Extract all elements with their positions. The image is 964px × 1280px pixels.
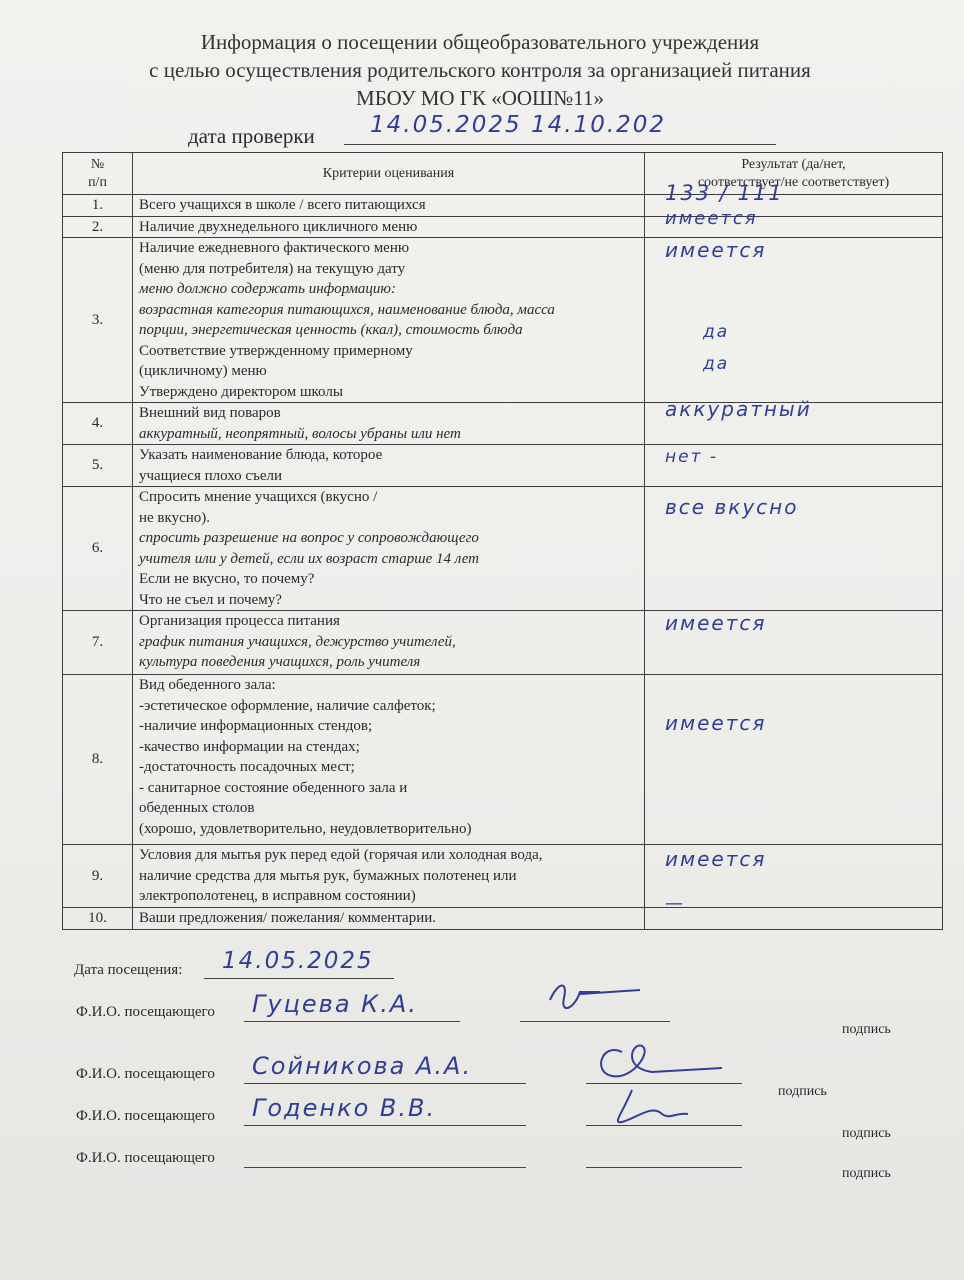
date-check-handwritten: 14.05.2025 14.10.202 — [370, 112, 667, 138]
document-title-line-1: Информация о посещении общеобразовательного учреждения — [200, 30, 760, 54]
signature-scribble — [540, 980, 690, 1030]
result-cell — [645, 611, 943, 675]
criterion-line: Утверждено директором школы — [139, 383, 343, 400]
handwritten-answer: да — [703, 354, 730, 374]
handwritten-answer: — — [665, 892, 685, 914]
criterion-line: Наличие двухнедельного цикличного меню — [139, 218, 418, 235]
criterion-cell — [133, 238, 645, 403]
criterion-line: Что не съел и почему? — [139, 591, 282, 608]
row-number: 2. — [63, 216, 133, 238]
visitor-name-underline — [244, 1021, 460, 1022]
criterion-line: культура поведения учащихся, роль учителя — [139, 654, 421, 670]
visit-date-handwritten: 14.05.2025 — [222, 948, 374, 974]
result-cell — [645, 487, 943, 611]
handwritten-answer: имеется — [665, 711, 767, 735]
signature-scribble — [592, 1084, 742, 1134]
signature-label: подпись — [842, 1022, 891, 1037]
visitor-name-handwritten: Годенко В.В. — [252, 1094, 437, 1122]
criterion-line: обеденных столов — [139, 800, 255, 816]
visitor-name-handwritten: Гуцева К.А. — [252, 990, 418, 1018]
criterion-line: Внешний вид поваров — [139, 405, 281, 421]
criterion-line: - санитарное состояние обеденного зала и — [139, 779, 408, 796]
date-check-label: дата проверки — [188, 124, 315, 148]
criterion-cell — [133, 487, 645, 611]
criterion-line: -эстетическое оформление, наличие салфеток; — [139, 697, 436, 714]
table-row — [63, 195, 943, 217]
handwritten-answer: имеется — [665, 611, 767, 635]
row-number: 1. — [63, 195, 133, 217]
visitor-label: Ф.И.О. посещающего — [76, 1150, 215, 1166]
signature-label: подпись — [778, 1084, 827, 1099]
handwritten-answer: имеется — [665, 847, 767, 871]
criterion-line: Вид обеденного зала: — [139, 677, 276, 693]
row-number: 5. — [63, 445, 133, 487]
table-row — [63, 487, 943, 611]
handwritten-answer: имеется — [665, 238, 767, 262]
criterion-line: Организация процесса питания — [139, 613, 340, 629]
visitor-name-handwritten: Сойникова А.А. — [252, 1052, 473, 1080]
result-cell — [645, 675, 943, 845]
visitor-name-underline — [244, 1125, 526, 1126]
handwritten-answer: 133 / 111 — [665, 181, 784, 205]
row-number: 4. — [63, 403, 133, 445]
row-number: 10. — [63, 907, 133, 929]
row-number: 6. — [63, 487, 133, 611]
visitor-label: Ф.И.О. посещающего — [76, 1108, 215, 1124]
header-num: № п/п — [63, 153, 133, 195]
handwritten-answer: аккуратный — [665, 397, 812, 421]
result-cell — [645, 207, 943, 238]
visitor-name-underline — [244, 1083, 526, 1084]
document-title-line-2: с целью осуществления родительского контроля за организацией питания — [149, 58, 811, 82]
visit-date-label: Дата посещения: — [74, 962, 183, 978]
result-cell — [645, 238, 943, 403]
criterion-line: (хорошо, удовлетворительно, неудовлетворительно) — [139, 820, 472, 837]
criterion-line: учителя или у детей, если их возраст старше 14 лет — [139, 550, 479, 567]
criterion-cell — [133, 907, 645, 929]
visitor-label: Ф.И.О. посещающего — [76, 1066, 215, 1082]
table-row — [63, 445, 943, 487]
criterion-line: возрастная категория питающихся, наименование блюда, масса — [139, 301, 555, 318]
result-cell — [645, 892, 943, 929]
handwritten-answer: да — [703, 322, 730, 342]
criterion-line: порции, энергетическая ценность (ккал), стоимость блюда — [139, 322, 523, 338]
table-row — [63, 238, 943, 403]
signature-label: подпись — [842, 1126, 891, 1141]
criterion-line: учащиеся плохо съели — [139, 467, 283, 484]
criterion-line: не вкусно). — [139, 509, 211, 526]
criterion-cell — [133, 845, 645, 908]
visit-date-underline — [204, 978, 394, 979]
criterion-line: Соответствие утвержденному примерному — [139, 342, 413, 359]
criterion-line: -качество информации на стендах; — [139, 738, 360, 755]
visitor-name-underline — [244, 1167, 526, 1168]
table-header-row — [63, 153, 943, 195]
date-check-underline — [344, 144, 776, 145]
criterion-cell — [133, 445, 645, 487]
criterion-line: меню должно содержать информацию: — [139, 281, 396, 297]
row-number: 9. — [63, 845, 133, 908]
criterion-line: Всего учащихся в школе / всего питающихся — [139, 197, 426, 213]
school-name: МБОУ МО ГК «ООШ№11» — [356, 86, 604, 110]
result-cell — [645, 845, 943, 908]
criterion-cell — [133, 675, 645, 845]
criterion-cell — [133, 195, 645, 217]
handwritten-answer: все вкусно — [665, 495, 799, 519]
row-number: 7. — [63, 611, 133, 675]
handwritten-answer: имеется — [665, 207, 758, 229]
header-result: Результат (да/нет, соответствует/не соответствует) — [645, 153, 943, 195]
table-row — [63, 611, 943, 675]
criterion-line: Условия для мытья рук перед едой (горячая или холодная вода, — [139, 847, 543, 863]
criterion-line: аккуратный, неопрятный, волосы убраны или нет — [139, 425, 461, 442]
criterion-cell — [133, 216, 645, 238]
criterion-line: Наличие ежедневного фактического меню — [139, 240, 410, 256]
criterion-line: Ваши предложения/ пожелания/ комментарии. — [139, 909, 437, 926]
criterion-line: (меню для потребителя) на текущую дату — [139, 260, 406, 277]
criterion-line: Указать наименование блюда, которое — [139, 447, 383, 463]
table-row — [63, 845, 943, 908]
header-criteria: Критерии оценивания — [133, 153, 645, 195]
signature-underline — [586, 1167, 742, 1168]
criterion-line: спросить разрешение на вопрос у сопровождающего — [139, 530, 479, 546]
result-cell — [645, 397, 943, 445]
criterion-line: Спросить мнение учащихся (вкусно / — [139, 489, 378, 505]
table-row — [63, 403, 943, 445]
criterion-line: (цикличному) меню — [139, 363, 267, 379]
row-number: 3. — [63, 238, 133, 403]
criteria-table — [62, 152, 943, 930]
table-row — [63, 907, 943, 929]
visitor-label: Ф.И.О. посещающего — [76, 1004, 215, 1020]
criterion-line: электрополотенец, в исправном состоянии) — [139, 888, 416, 904]
criterion-line: Если не вкусно, то почему? — [139, 571, 315, 587]
table-row — [63, 675, 943, 845]
criterion-line: наличие средства для мытья рук, бумажных полотенец или — [139, 867, 517, 884]
criterion-line: -наличие информационных стендов; — [139, 718, 373, 734]
row-number: 8. — [63, 675, 133, 845]
handwritten-answer: нет - — [665, 447, 719, 467]
criterion-line: -достаточность посадочных мест; — [139, 759, 355, 775]
result-cell — [645, 445, 943, 487]
table-row — [63, 216, 943, 238]
criterion-line: график питания учащихся, дежурство учителей, — [139, 633, 456, 650]
signature-label: подпись — [842, 1166, 891, 1181]
criterion-cell — [133, 403, 645, 445]
criterion-cell — [133, 611, 645, 675]
